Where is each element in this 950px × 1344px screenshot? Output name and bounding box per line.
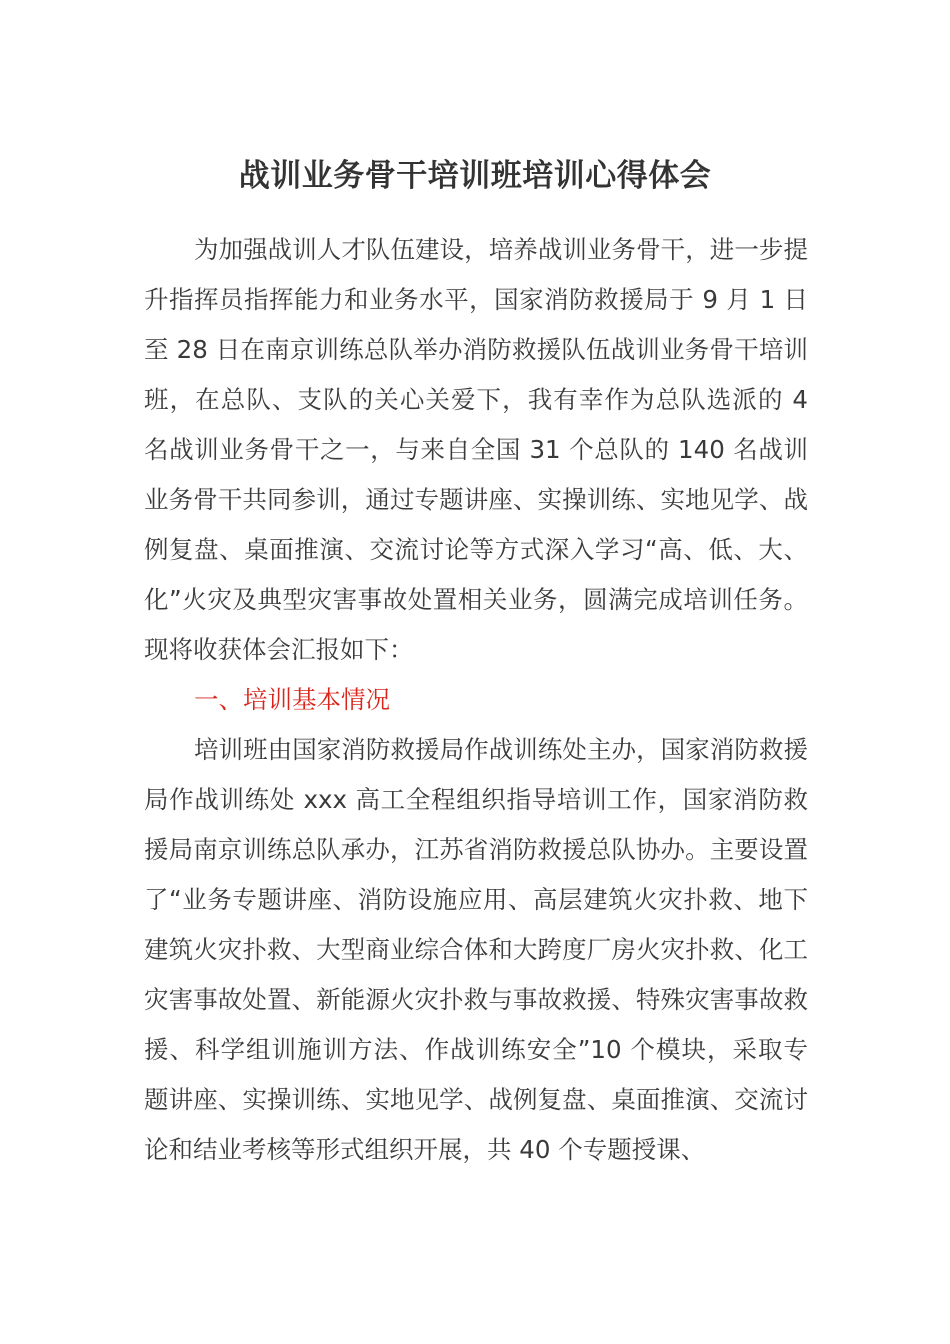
section-heading-training-overview: 一、培训基本情况 (194, 685, 390, 714)
intro-paragraph: 为加强战训人才队伍建设，培养战训业务骨干，进一步提升指挥员指挥能力和业务水平，国家消防救援局于 9 月 1 日至 28 日在南京训练总队举办消防救援队伍战训业务骨干培训班，在总队、支队的关心关爱下，我有幸作为总队选派的 4 名战训业务骨干之一，与来自全国 31 个总队的 140 名战训业务骨干共同参训，通过专题讲座、实操训练、实地见学、战例复盘、桌面推演、交流讨论等方式深入学习“高、低、大、化”火灾及典型灾害事故处置相关业务，圆满完成培训任务。现将收获体会汇报如下： (144, 235, 808, 664)
section-paragraph-training-overview: 培训班由国家消防救援局作战训练处主办，国家消防救援局作战训练处 xxx 高工全程组织指导培训工作，国家消防救援局南京训练总队承办，江苏省消防救援总队协办。主要设置了“业务专题讲座、消防设施应用、高层建筑火灾扑救、地下建筑火灾扑救、大型商业综合体和大跨度厂房火灾扑救、化工灾害事故处置、新能源火灾扑救与事故救援、特殊灾害事故救援、科学组训施训方法、作战训练安全”10 个模块，采取专题讲座、实操训练、实地见学、战例复盘、桌面推演、交流讨论和结业考核等形式组织开展，共 40 个专题授课、 (144, 735, 808, 1164)
document-title: 战训业务骨干培训班培训心得体会 (238, 158, 712, 194)
document-body (144, 225, 808, 1175)
